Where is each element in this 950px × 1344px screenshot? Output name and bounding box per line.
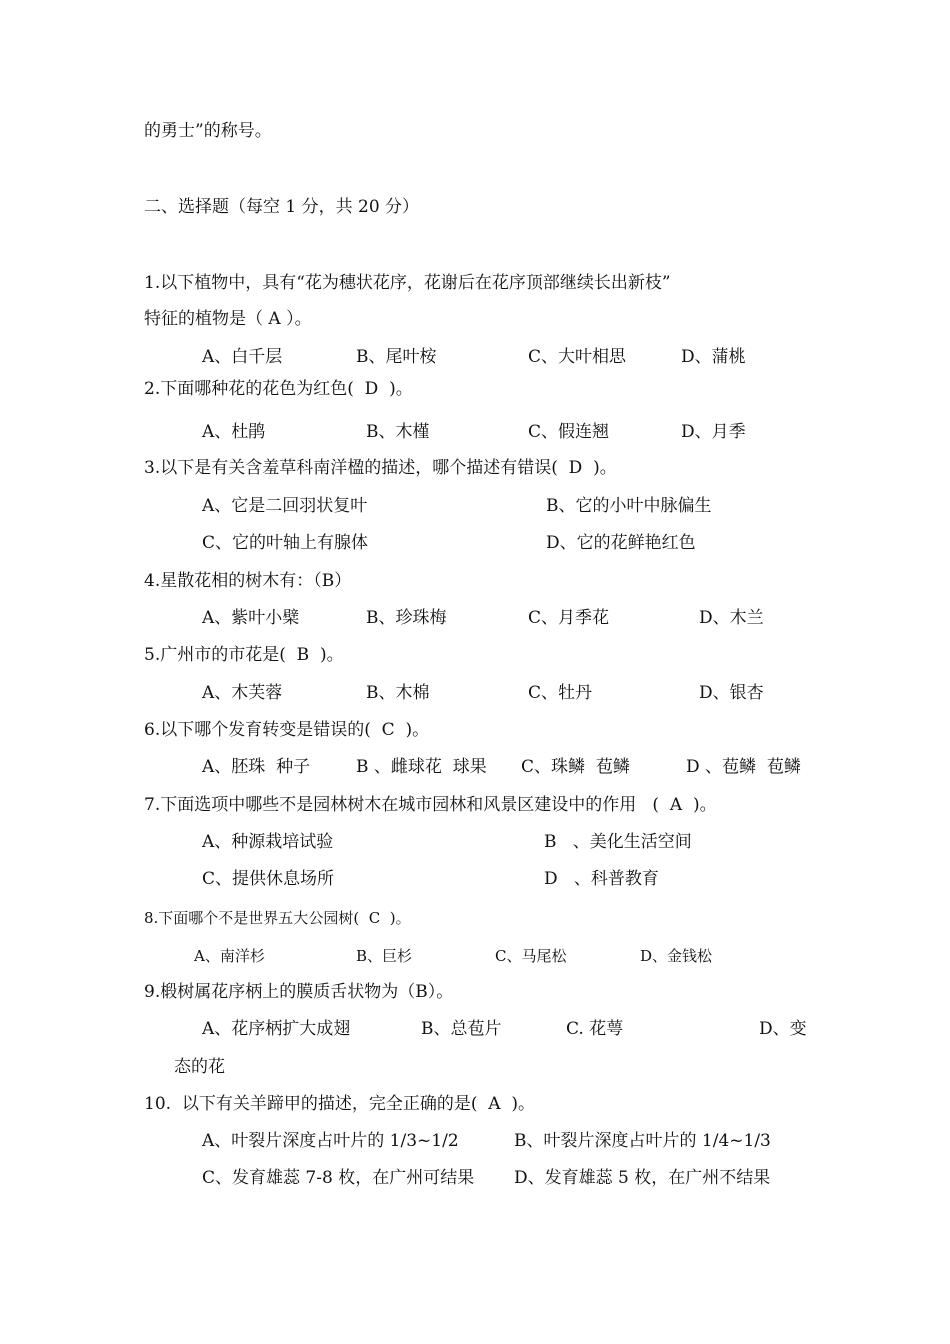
question-2-stem: 2.下面哪种花的花色为红色( D )。	[144, 379, 413, 399]
question-5-option-d: D、银杏	[699, 683, 764, 703]
question-2-option-d: D、月季	[681, 422, 746, 442]
question-4-option-d: D、木兰	[699, 608, 764, 628]
question-3-option-b: B、它的小叶中脉偏生	[546, 496, 712, 516]
question-1-option-d: D、蒲桃	[681, 347, 746, 367]
question-9-option-b: B、总苞片	[421, 1019, 502, 1039]
question-4-option-b: B、珍珠梅	[366, 608, 447, 628]
question-10-stem: 10. 以下有关羊蹄甲的描述，完全正确的是( A )。	[144, 1094, 535, 1114]
question-2-option-c: C、假连翘	[528, 422, 610, 442]
question-7-stem: 7.下面选项中哪些不是园林树木在城市园林和风景区建设中的作用 ( A )。	[144, 795, 717, 815]
question-6-option-c: C、珠鳞 苞鳞	[521, 757, 630, 777]
question-5-option-c: C、牡丹	[528, 683, 593, 703]
paragraph-continuation: 的勇士”的称号。	[144, 121, 272, 141]
question-9-stem: 9.椴树属花序柄上的膜质舌状物为（B）。	[144, 982, 454, 1002]
question-9-option-c: C. 花萼	[566, 1019, 624, 1039]
question-7-option-b: B 、美化生活空间	[544, 832, 692, 852]
question-9-option-d: D、变	[759, 1019, 807, 1039]
question-1-option-b: B、尾叶桉	[356, 347, 437, 367]
question-6-option-d: D 、苞鳞 苞鳞	[686, 757, 801, 777]
question-1-stem: 1.以下植物中，具有“花为穗状花序，花谢后在花序顶部继续长出新枝”	[144, 273, 671, 293]
question-6-option-a: A、胚珠 种子	[202, 757, 311, 777]
question-5-option-a: A、木芙蓉	[202, 683, 283, 703]
question-10-option-c: C、发育雄蕊 7-8 枚，在广州可结果	[202, 1168, 475, 1188]
question-8-option-b: B、巨杉	[356, 947, 413, 965]
question-6-stem: 6.以下哪个发育转变是错误的( C )。	[144, 720, 430, 740]
question-10-option-b: B、叶裂片深度占叶片的 1/4~1/3	[514, 1131, 771, 1151]
question-4-stem: 4.星散花相的树木有：（B）	[144, 571, 352, 591]
question-2-option-a: A、杜鹃	[202, 422, 266, 442]
question-8-option-c: C、马尾松	[495, 947, 567, 965]
question-1-option-c: C、大叶相思	[528, 347, 627, 367]
question-8-option-a: A、南洋杉	[194, 947, 265, 965]
question-3-option-a: A、它是二回羽状复叶	[202, 496, 368, 516]
question-1-stem-cont: 特征的植物是（ A ）。	[144, 309, 312, 329]
question-7-option-c: C、提供休息场所	[202, 869, 335, 889]
question-9-option-d-cont: 态的花	[174, 1057, 225, 1077]
question-3-option-d: D、它的花鲜艳红色	[546, 533, 696, 553]
question-8-option-d: D、金钱松	[640, 947, 713, 965]
question-1-option-a: A、白千层	[202, 347, 283, 367]
question-10-option-a: A、叶裂片深度占叶片的 1/3~1/2	[202, 1131, 459, 1151]
question-3-stem: 3.以下是有关含羞草科南洋楹的描述，哪个描述有错误( D )。	[144, 458, 617, 478]
question-4-option-c: C、月季花	[528, 608, 610, 628]
question-5-option-b: B、木棉	[366, 683, 430, 703]
question-8-stem: 8.下面哪个不是世界五大公园树( C )。	[144, 909, 411, 927]
question-2-option-b: B、木槿	[366, 422, 430, 442]
question-7-option-d: D 、科普教育	[544, 869, 659, 889]
question-10-option-d: D、发育雄蕊 5 枚，在广州不结果	[514, 1168, 771, 1188]
question-5-stem: 5.广州市的市花是( B )。	[144, 645, 344, 665]
question-6-option-b: B 、雌球花 球果	[356, 757, 487, 777]
question-3-option-c: C、它的叶轴上有腺体	[202, 533, 369, 553]
question-4-option-a: A、紫叶小檗	[202, 608, 300, 628]
question-7-option-a: A、种源栽培试验	[202, 832, 334, 852]
section-heading: 二、选择题（每空 1 分，共 20 分）	[144, 197, 420, 217]
question-9-option-a: A、花序柄扩大成翅	[202, 1019, 351, 1039]
